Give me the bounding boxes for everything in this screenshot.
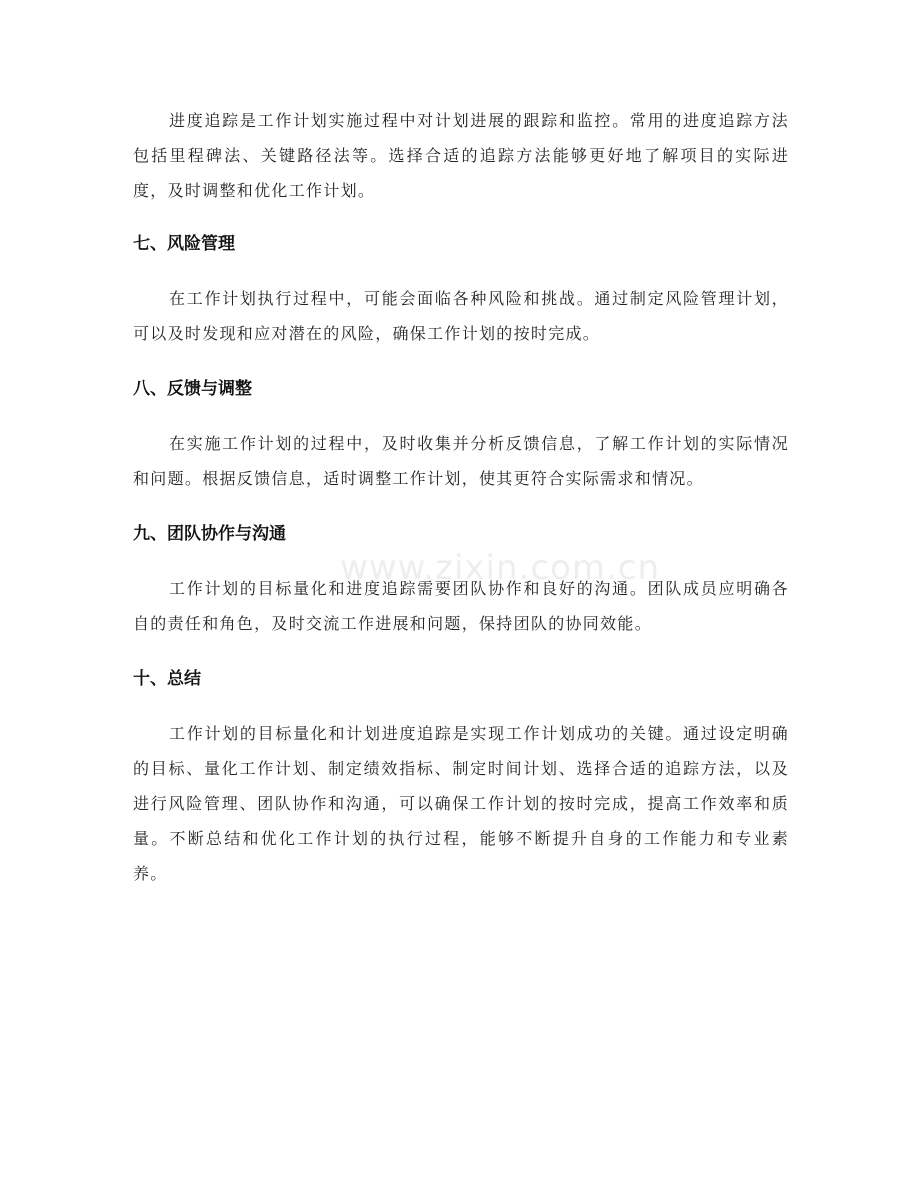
section-paragraph-summary: 工作计划的目标量化和计划进度追踪是实现工作计划成功的关键。通过设定明确的目标、量化工作计划、制定绩效指标、制定时间计划、选择合适的追踪方法，以及进行风险管理、团队协作和沟通，可以确保工作计划的按时完成，提高工作效率和质量。不断总结和优化工作计划的执行过程，能够不断提升自身的工作能力和专业素养。 (133, 724, 789, 883)
spacer (133, 552, 789, 571)
section-heading-summary: 十、总结 (133, 669, 201, 689)
spacer (133, 641, 789, 662)
spacer (133, 208, 789, 227)
section-heading-team-collaboration: 九、团队协作与沟通 (133, 524, 286, 544)
section-paragraph-team-collaboration: 工作计划的目标量化和进度追踪需要团队协作和良好的沟通。团队成员应明确各自的责任和角色，及时交流工作进展和问题，保持团队的协同效能。 (133, 579, 789, 633)
section-paragraph-feedback-adjustment: 在实施工作计划的过程中，及时收集并分析反馈信息，了解工作计划的实际情况和问题。根据反馈信息，适时调整工作计划，使其更符合实际需求和情况。 (133, 434, 789, 488)
document-body (133, 103, 789, 891)
spacer (133, 697, 789, 716)
spacer (133, 496, 789, 517)
spacer (133, 262, 789, 281)
spacer (133, 351, 789, 372)
intro-paragraph: 进度追踪是工作计划实施过程中对计划进展的跟踪和监控。常用的进度追踪方法包括里程碑法、关键路径法等。选择合适的追踪方法能够更好地了解项目的实际进度，及时调整和优化工作计划。 (133, 111, 789, 200)
spacer (133, 407, 789, 426)
watermark-text: www.zixin.com.cn (340, 548, 660, 588)
section-heading-risk-management: 七、风险管理 (133, 234, 235, 254)
section-paragraph-risk-management: 在工作计划执行过程中，可能会面临各种风险和挑战。通过制定风险管理计划，可以及时发现和应对潜在的风险，确保工作计划的按时完成。 (133, 289, 789, 343)
section-heading-feedback-adjustment: 八、反馈与调整 (133, 379, 252, 399)
